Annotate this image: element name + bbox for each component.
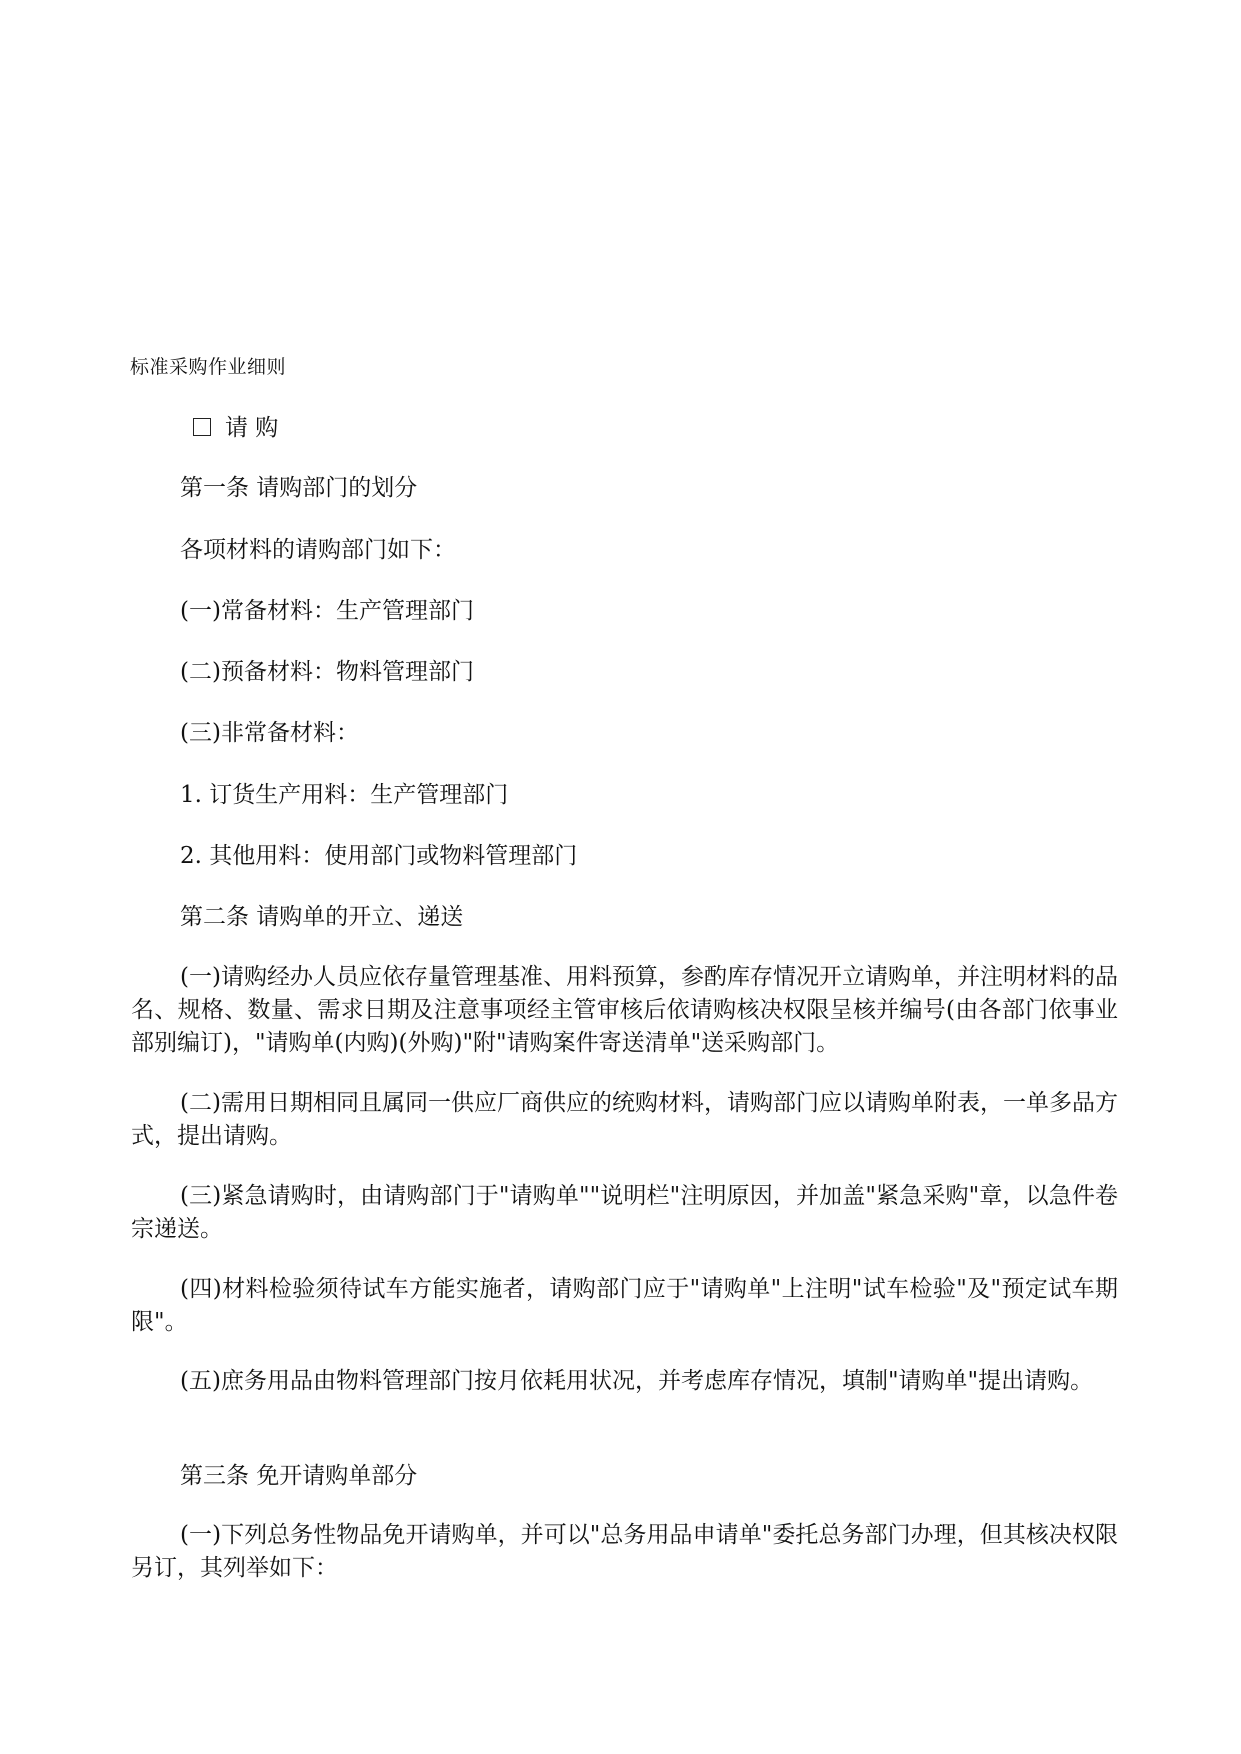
- section-heading: [193, 413, 278, 443]
- list-item: (二)预备材料：物料管理部门: [180, 659, 474, 685]
- paragraph: (五)庶务用品由物料管理部门按月依耗用状况，并考虑库存情况，填制"请购单"提出请购。: [180, 1368, 1094, 1394]
- article-heading: 第一条 请购部门的划分: [180, 475, 418, 501]
- article-heading: 第三条 免开请购单部分: [180, 1463, 418, 1489]
- paragraph: (一)请购经办人员应依存量管理基准、用料预算，参酌库存情况开立请购单，并注明材料的品名、规格、数量、需求日期及注意事项经主管审核后依请购核决权限呈核并编号(由各部门依事业部别编订)，"请购单(内购)(外购)"附"请购案件寄送清单"送采购部门。: [131, 964, 1118, 1056]
- checkbox-icon: [193, 418, 211, 436]
- list-item: 1. 订货生产用料：生产管理部门: [180, 782, 509, 808]
- paragraph-line: 各项材料的请购部门如下：: [180, 537, 456, 563]
- list-item: (一)常备材料：生产管理部门: [180, 598, 474, 624]
- section-title: 请 购: [225, 415, 279, 441]
- paragraph: (四)材料检验须待试车方能实施者，请购部门应于"请购单"上注明"试车检验"及"预定试车期限"。: [131, 1276, 1118, 1335]
- paragraph: (三)紧急请购时，由请购部门于"请购单""说明栏"注明原因，并加盖"紧急采购"章，以急件卷宗递送。: [131, 1183, 1118, 1242]
- paragraph: (一)下列总务性物品免开请购单，并可以"总务用品申请单"委托总务部门办理，但其核决权限另订，其列举如下：: [131, 1522, 1118, 1581]
- list-item: (三)非常备材料：: [180, 720, 359, 746]
- list-item: 2. 其他用料：使用部门或物料管理部门: [180, 843, 578, 869]
- document-title: 标准采购作业细则: [130, 356, 287, 378]
- article-heading: 第二条 请购单的开立、递送: [180, 904, 464, 930]
- paragraph: (二)需用日期相同且属同一供应厂商供应的统购材料，请购部门应以请购单附表，一单多品方式，提出请购。: [131, 1090, 1118, 1149]
